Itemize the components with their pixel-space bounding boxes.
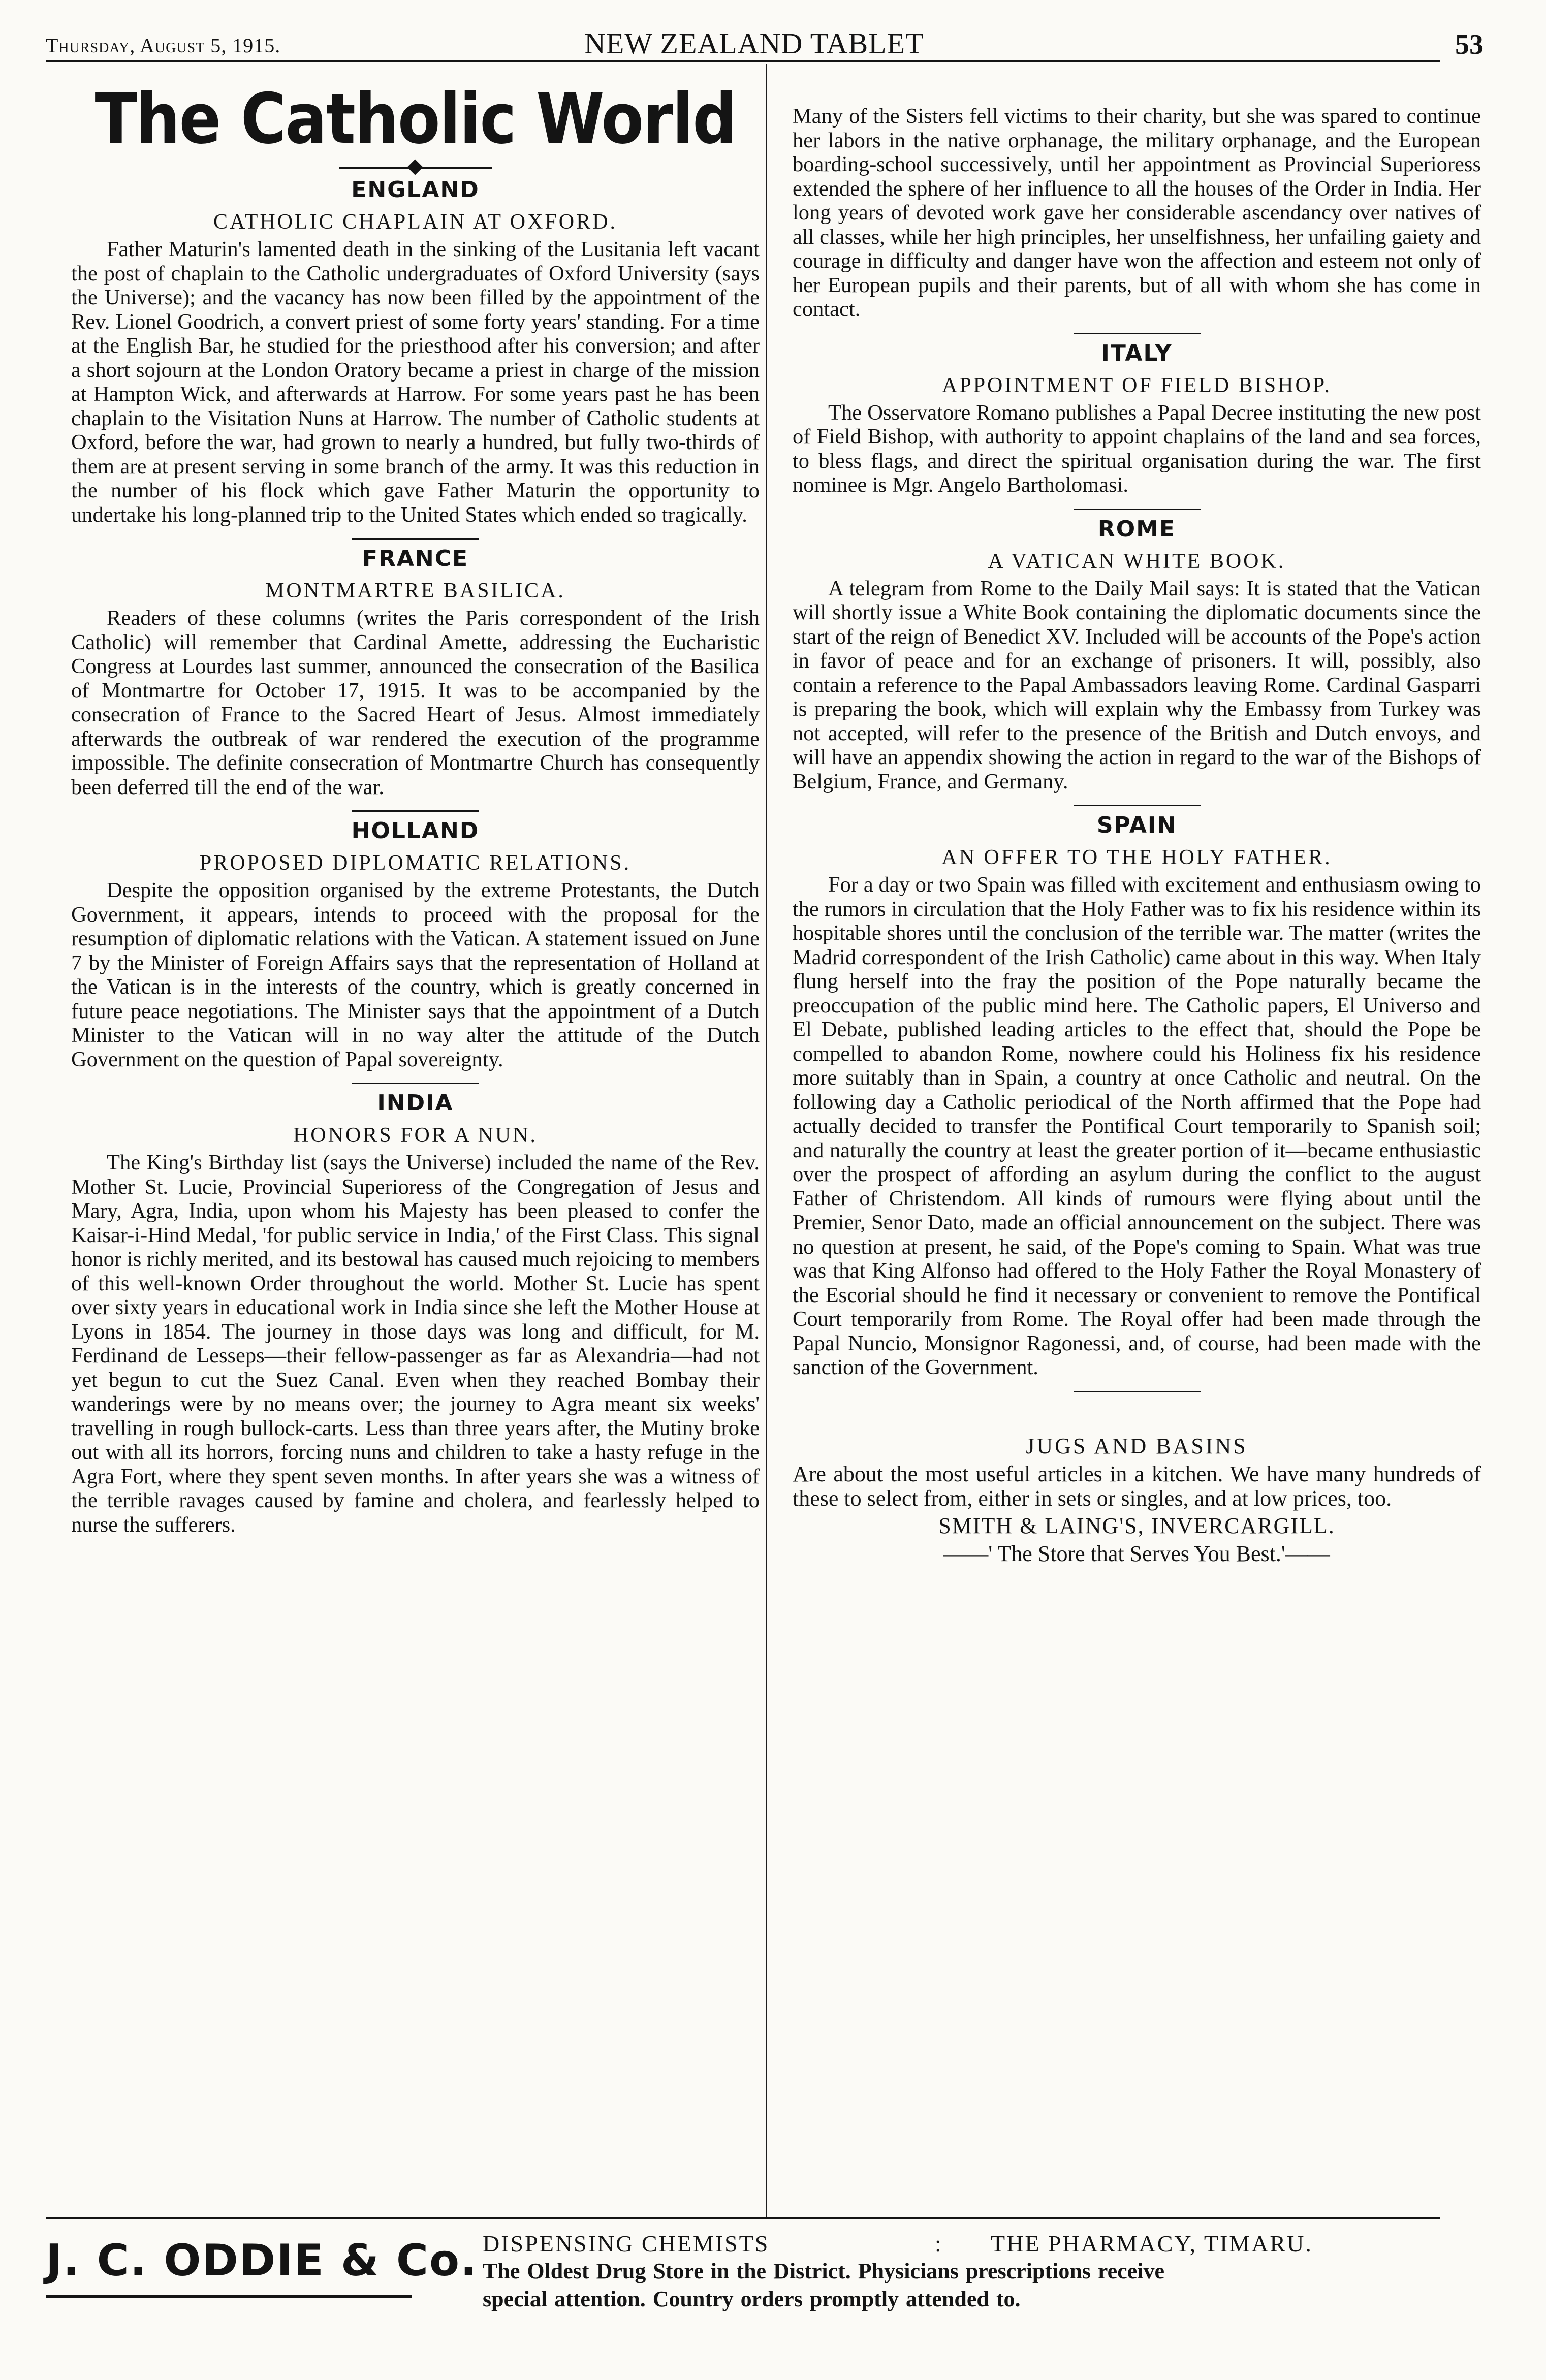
footer-underline — [46, 2295, 412, 2298]
section-rule — [352, 538, 479, 540]
section-rule — [352, 1083, 479, 1084]
diamond-ornament-icon — [339, 161, 492, 174]
section-label-spain: SPAIN — [1096, 812, 1177, 838]
article-paragraph: The Osservatore Romano publishes a Papal Decree instituting the new post of Field Bishop, with authority to appoint chaplains of the land and sea forces, to bless flags, and direct the spiritual organisation during the war. The first nominee is Mgr. Angelo Bartholomasi. — [793, 400, 1481, 497]
section-rule — [1074, 805, 1201, 806]
masthead: The Catholic World — [94, 78, 736, 160]
left-column — [71, 76, 760, 1537]
footer-line: special attention. Country orders promptly attended to. — [483, 2287, 1021, 2311]
issue-date: Thursday, August 5, 1915. — [46, 34, 281, 57]
article-paragraph: Many of the Sisters fell victims to their charity, but she was spared to continue her labors in the native orphanage, the military orphanage, and the European boarding-school successively, until her appointment as Provincial Superioress extended the sphere of her influence to all the houses of the Order in India. Her long years of devoted work gave her considerable ascendancy over natives of all classes, while her high principles, her unselfishness, her unfailing gaiety and courage in difficulty and danger have won the affection and esteem not only of her European pupils and their parents, but of all with whom she has come in contact. — [793, 104, 1481, 321]
article-headline: HONORS FOR A NUN. — [293, 1124, 538, 1148]
section-label-holland: HOLLAND — [351, 818, 480, 844]
footer-separator: : — [935, 2231, 941, 2257]
section-rule — [1074, 1391, 1201, 1392]
article-paragraph: The King's Birthday list (says the Universe) included the name of the Rev. Mother St. Lucie, Provincial Superioress of the Congregation of Jesus and Mary, Agra, India, upon whom his Majesty has been pleased to confer the Kaisar-i-Hind Medal, 'for public service in India,' of the First Class. This signal honor is richly merited, and its bestowal has caused much rejoicing to members of this well-known Order throughout the world. Mother St. Lucie has spent over sixty years in educational work in India since she left the Mother House at Lyons in 1854. The journey in those days was long and difficult, for M. Ferdinand de Lesseps—their fellow-passenger as far as Alexandria—had not yet begun to cut the Suez Canal. Even when they reached Bombay their wanderings were by no means over; the journey to Agra meant six weeks' travelling in rough bullock-carts. Less than three years after, the Mutiny broke out with all its horrors, forcing nuns and children to take a hasty refuge in the Agra Fort, where they spent seven months. In after years she was a witness of the terrible ravages caused by famine and cholera, and fearlessly helped to nurse the sufferers. — [71, 1151, 760, 1537]
running-header — [46, 24, 1484, 60]
article-headline: AN OFFER TO THE HOLY FATHER. — [941, 846, 1332, 869]
header-rule — [46, 60, 1440, 62]
article-headline: APPOINTMENT OF FIELD BISHOP. — [942, 373, 1332, 397]
article-paragraph: Readers of these columns (writes the Paris correspondent of the Irish Catholic) will remember that Cardinal Amette, addressing the Eucharistic Congress at Lourdes last summer, announced the consecration of the Basilica of Montmartre for October 17, 1915. It was to be accompanied by the consecration of France to the Sacred Heart of Jesus. Almost immediately afterwards the outbreak of war rendered the execution of the programme impossible. The definite consecration of Montmartre Church has consequently been deferred till the end of the war. — [71, 606, 760, 799]
article-paragraph: A telegram from Rome to the Daily Mail says: It is stated that the Vatican will shortly issue a White Book containing the diplomatic documents since the start of the reign of Benedict XV. Included will be accounts of the Pope's action in favor of peace and for an exchange of prisoners. It will, possibly, also contain a reference to the Papal Ambassadors leaving Rome. Cardinal Gasparri is preparing the book, which will explain why the Embassy from Turkey was not accepted, will refer to the presence of the British and Dutch envoys, and will have an appendix showing the action in regard to the war of the Bishops of Belgium, France, and Germany. — [793, 576, 1481, 794]
section-label-england: ENGLAND — [351, 177, 480, 203]
section-label-rome: ROME — [1097, 516, 1176, 542]
right-column — [793, 104, 1481, 1567]
column-divider — [766, 64, 767, 2217]
article-headline: CATHOLIC CHAPLAIN AT OXFORD. — [213, 210, 617, 234]
section-label-india: INDIA — [377, 1090, 454, 1117]
advert-title: JUGS AND BASINS — [1026, 1433, 1248, 1458]
section-label-france: FRANCE — [362, 546, 469, 572]
article-paragraph: Despite the opposition organised by the extreme Protestants, the Dutch Government, it appears, intends to proceed with the proposal for the resumption of diplomatic relations with the Vatican. A statement issued on June 7 by the Minister of Foreign Affairs says that the representation of Holland at the Vatican is in the interests of the country, which is greatly concerned in future peace negotiations. The Minister says that the appointment of a Dutch Minister to the Vatican will in no way alter the attitude of the Dutch Government on the question of Papal sovereignty. — [71, 878, 760, 1071]
article-headline: A VATICAN WHITE BOOK. — [988, 549, 1286, 573]
section-rule — [352, 810, 479, 812]
footer-company-name: J. C. ODDIE & Co. — [46, 2235, 478, 2286]
advertisement — [793, 1433, 1481, 1567]
advert-body: Are about the most useful articles in a kitchen. We have many hundreds of these to select from, either in sets or singles, and at low prices, too. — [793, 1461, 1481, 1511]
article-paragraph: For a day or two Spain was filled with excitement and enthusiasm owing to the rumors in circulation that the Holy Father was to fix his residence within its hospitable shores until the conclusion of the terrible war. The matter (writes the Madrid correspondent of the Irish Catholic) came about in this way. When Italy flung herself into the fray the position of the Pope naturally became the preoccupation of the public mind here. The Catholic papers, El Universo and El Debate, published leading articles to the effect that, should the Pope be compelled to abandon Rome, nowhere could his Holiness fix his residence more suitably than in Spain, a country at once Catholic and neutral. On the following day a Catholic periodical of the North affirmed that the Pope had actually decided to transfer the Pontifical Court temporarily to Spanish soil; and naturally the country at least the greater portion of it—became enthusiastic over the prospect of affording an asylum during the conflict to the august Father of Christendom. All kinds of rumours were flying about until the Premier, Senor Dato, made an official announcement on the subject. There was no question at present, he said, of the Pope's coming to Spain. What was true was that King Alfonso had offered to the Holy Father the Royal Monastery of the Escorial should he find it necessary or convenient to remove the Pontifical Court temporarily from Rome. The Royal offer had been made through the Papal Nuncio, Monsignor Ragonessi, and, of course, had been made with the sanction of the Government. — [793, 873, 1481, 1379]
footer-line: The Oldest Drug Store in the District. Physicians prescriptions receive — [483, 2259, 1164, 2283]
newspaper-title: NEW ZEALAND TABLET — [584, 27, 924, 60]
footer-role: DISPENSING CHEMISTS — [483, 2231, 770, 2257]
advert-signature: SMITH & LAING'S, INVERCARGILL. — [938, 1513, 1335, 1538]
advert-slogan: ——' The Store that Serves You Best.'—— — [943, 1541, 1330, 1566]
section-label-italy: ITALY — [1101, 340, 1173, 366]
section-rule — [1074, 333, 1201, 334]
page-number: 53 — [1455, 29, 1484, 60]
article-headline: PROPOSED DIPLOMATIC RELATIONS. — [199, 851, 632, 875]
article-headline: MONTMARTRE BASILICA. — [265, 579, 565, 603]
section-rule — [1074, 509, 1201, 510]
article-paragraph: Father Maturin's lamented death in the sinking of the Lusitania left vacant the post of chaplain to the Catholic undergraduates of Oxford University (says the Universe); and the vacancy has now been filled by the appointment of the Rev. Lionel Goodrich, a convert priest of some forty years' standing. For a time at the English Bar, he studied for the priesthood after his conversion; and after a short sojourn at the London Oratory became a priest in charge of the mission at Hampton Wick, and afterwards at Harrow. For some years past he has been chaplain to the Visitation Nuns at Harrow. The number of Catholic students at Oxford, before the war, had grown to nearly a hundred, but fully two-thirds of them are at present serving in some branch of the army. It was this reduction in the number of his flock which gave Father Maturin the opportunity to undertake his long-planned trip to the United States which ended so tragically. — [71, 237, 760, 527]
footer-rule — [46, 2217, 1440, 2219]
footer-place: THE PHARMACY, TIMARU. — [991, 2231, 1313, 2257]
